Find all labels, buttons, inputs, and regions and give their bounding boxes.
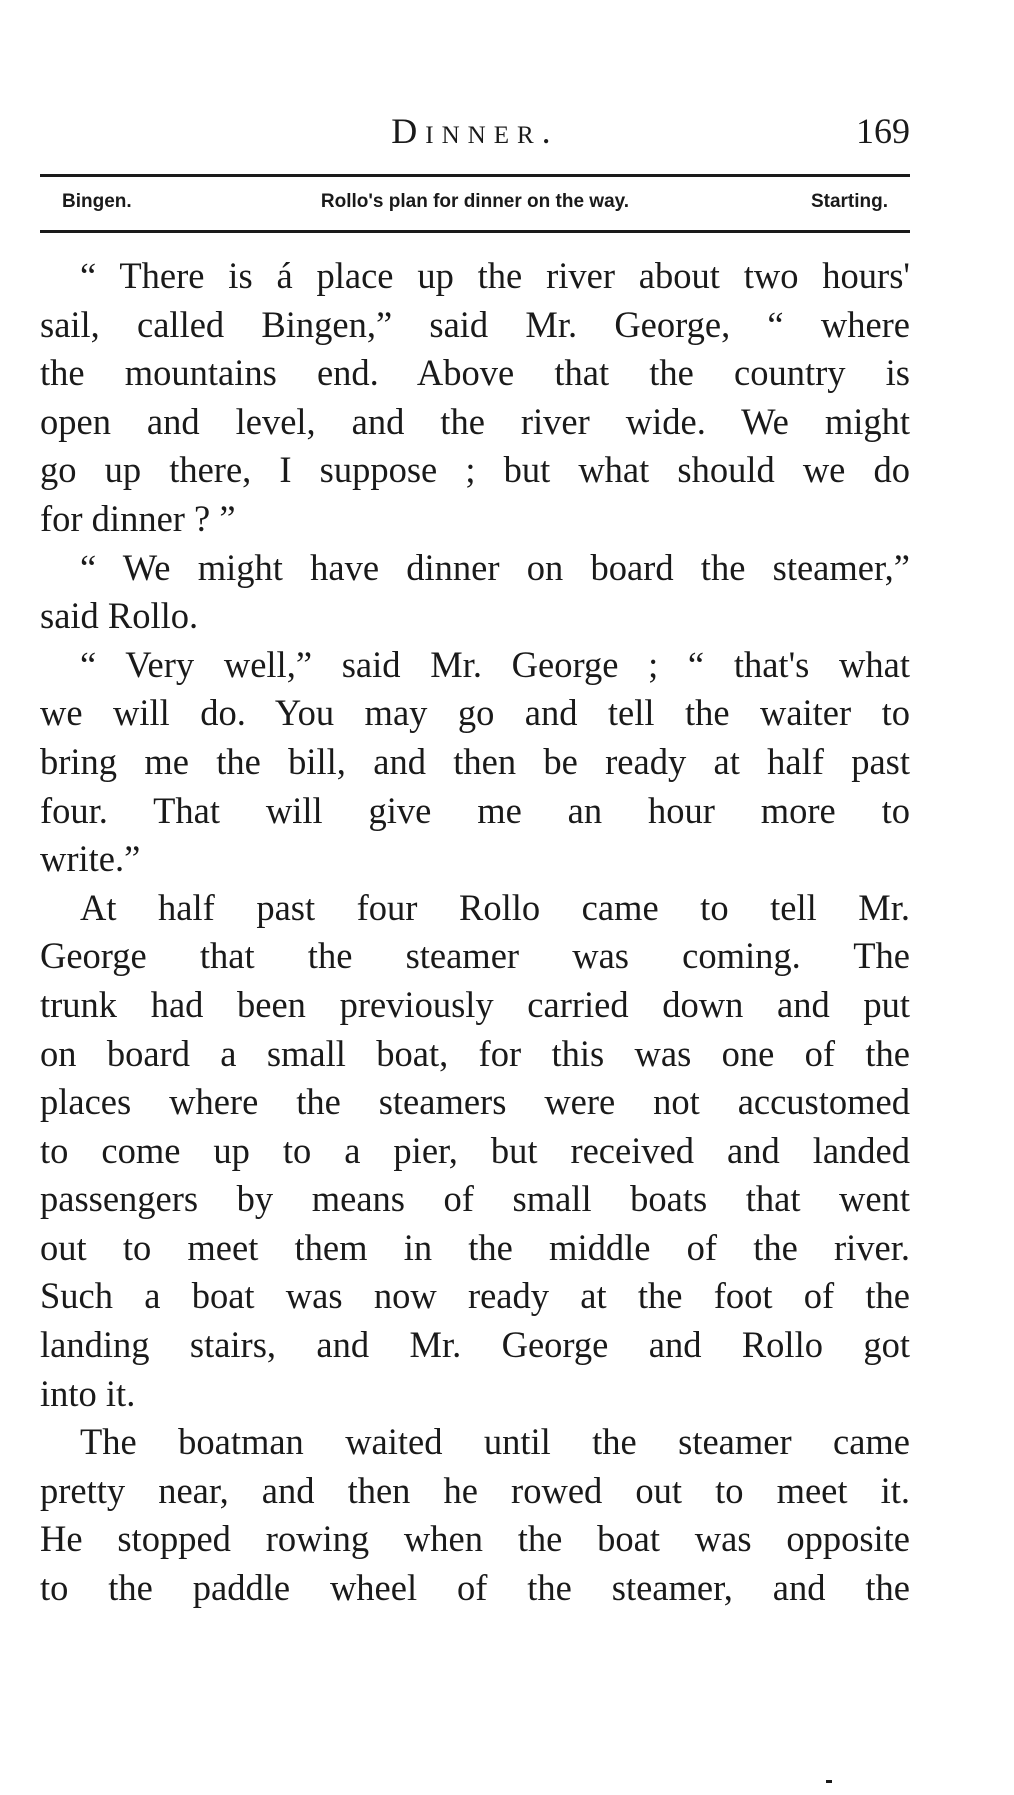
text-line: we will do. You may go and tell the waiter to [40,692,910,734]
text-line: sail, called Bingen,” said Mr. George, “ where [40,303,910,345]
header-rule-top [40,174,910,177]
text-line: “ There is á place up the river about two hours' [80,255,910,296]
text-line: The boatman waited until the steamer came [80,1421,910,1463]
text-line: places where the steamers were not accustomed [40,1081,910,1123]
text-line: He stopped rowing when the boat was opposite [40,1518,910,1560]
text-line: write.” [40,838,141,880]
text-line: to the paddle wheel of the steamer, and the [40,1567,910,1609]
print-speck [826,1780,832,1783]
subhead-center: Rollo's plan for dinner on the way. [320,191,630,212]
text-line: to come up to a pier, but received and landed [40,1129,910,1171]
header-rule-bottom [40,230,910,233]
text-line: go up there, I suppose ; but what should we do [40,449,910,491]
text-line: passengers by means of small boats that went [40,1178,910,1220]
paragraph-4 [40,884,910,1419]
paragraph-1 [40,252,910,544]
text-line: open and level, and the river wide. We might [40,400,910,442]
subhead-left: Bingen. [62,191,132,212]
text-line: “ We might have dinner on board the steamer,” [80,546,910,588]
text-line: At half past four Rollo came to tell Mr. [80,886,910,928]
text-line: “ Very well,” said Mr. George ; “ that's what [80,643,910,685]
text-line: Such a boat was now ready at the foot of the [40,1275,910,1317]
paragraph-5 [40,1418,910,1612]
paragraph-2 [40,544,910,641]
text-line: for dinner ? ” [40,497,236,539]
subhead-right: Starting. [810,191,888,212]
text-line: trunk had been previously carried down and put [40,983,910,1025]
text-line: into it. [40,1372,136,1414]
body-text [40,252,910,1613]
text-line: said Rollo. [40,595,199,637]
page-number: 169 [856,111,910,151]
text-line: bring me the bill, and then be ready at half past [40,740,910,782]
text-line: the mountains end. Above that the country is [40,352,910,394]
paragraph-3 [40,641,910,884]
text-line: landing stairs, and Mr. George and Rollo got [40,1324,910,1366]
text-line: on board a small boat, for this was one of the [40,1032,910,1074]
text-line: four. That will give me an hour more to [40,789,910,831]
text-line: George that the steamer was coming. The [40,935,910,977]
subheadings [40,182,910,222]
chapter-title: Dinner. [391,111,559,151]
running-head [40,106,910,156]
text-line: pretty near, and then he rowed out to meet it. [40,1469,910,1511]
text-line: out to meet them in the middle of the river. [40,1226,910,1268]
